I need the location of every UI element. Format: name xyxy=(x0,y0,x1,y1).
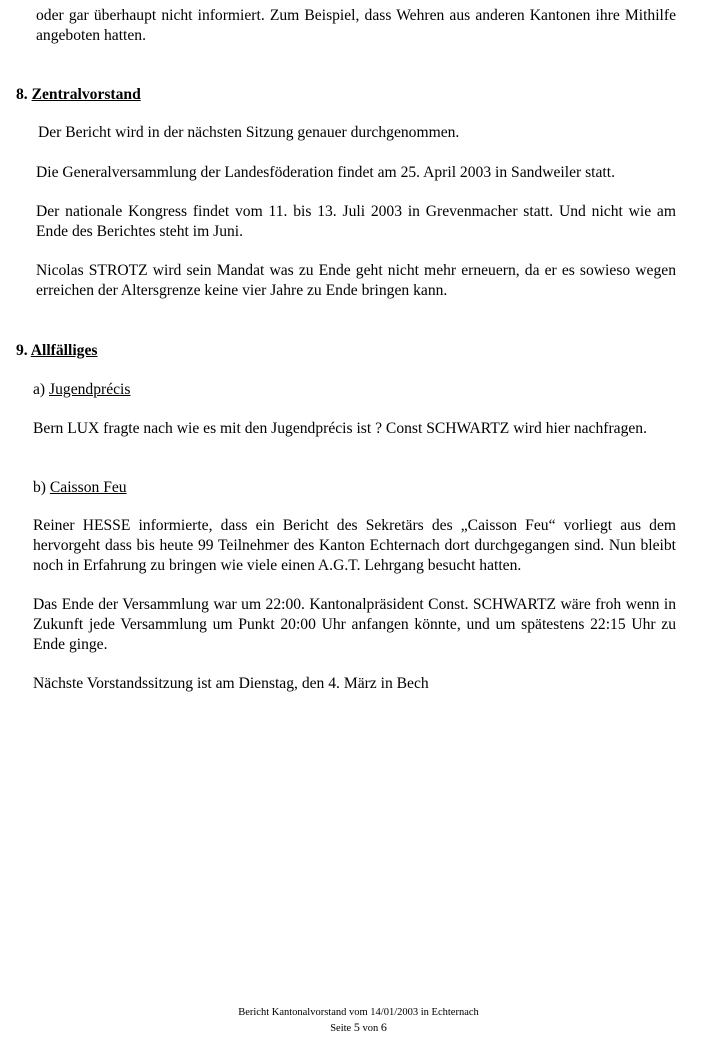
subsection-a-title: Jugendprécis xyxy=(49,381,131,398)
footer-report-title: Bericht Kantonalvorstand vom 14/01/2003 in Echternach xyxy=(238,1007,479,1018)
page-footer xyxy=(0,1006,717,1036)
continuation-paragraph: oder gar überhaupt nicht informiert. Zum Beispiel, dass Wehren aus anderen Kantonen ihre Mithilfe angeboten hatten. xyxy=(36,7,676,44)
subsection-b-paragraph-3: Nächste Vorstandssitzung ist am Dienstag, den 4. März in Bech xyxy=(33,675,429,692)
section-8-paragraph-1: Der Bericht wird in der nächsten Sitzung genauer durchgenommen. xyxy=(38,124,460,141)
section-9-title: Allfälliges xyxy=(30,342,98,359)
footer-page-number: 5 xyxy=(353,1020,360,1034)
subsection-a-prefix: a) xyxy=(33,381,46,398)
footer-of-label: von xyxy=(362,1023,379,1034)
section-8-title: Zentralvorstand xyxy=(31,86,141,103)
subsection-b-heading xyxy=(33,478,127,498)
section-8-heading xyxy=(16,85,141,105)
subsection-b-prefix: b) xyxy=(33,479,46,496)
footer-page-label: Seite xyxy=(330,1023,352,1034)
subsection-a-paragraph: Bern LUX fragte nach wie es mit den Jugendprécis ist ? Const SCHWARTZ wird hier nachfragen. xyxy=(33,420,647,437)
section-8-number: 8. xyxy=(16,86,28,103)
section-9-heading xyxy=(16,341,97,361)
footer-page-counter xyxy=(0,1020,717,1036)
subsection-b-title: Caisson Feu xyxy=(49,479,127,496)
section-8-paragraph-2: Die Generalversammlung der Landesföderation findet am 25. April 2003 in Sandweiler statt. xyxy=(36,164,615,181)
section-9-number: 9. xyxy=(16,342,28,359)
section-8-paragraph-4: Nicolas STROTZ wird sein Mandat was zu Ende geht nicht mehr erneuern, da er es sowieso wegen erreichen der Altersgrenze keine vier Jahre zu Ende bringen kann. xyxy=(36,262,676,299)
subsection-a-heading xyxy=(33,380,130,400)
section-8-paragraph-3: Der nationale Kongress findet vom 11. bis 13. Juli 2003 in Grevenmacher statt. Und nicht wie am Ende des Berichtes steht im Juni. xyxy=(36,203,676,240)
subsection-b-paragraph-2: Das Ende der Versammlung war um 22:00. Kantonalpräsident Const. SCHWARTZ wäre froh wenn in Zukunft jede Versammlung um Punkt 20:00 Uhr anfangen könnte, und um spätestens 22:15 Uhr zu Ende ginge. xyxy=(33,596,676,653)
subsection-b-paragraph-1: Reiner HESSE informierte, dass ein Bericht des Sekretärs des „Caisson Feu“ vorliegt aus dem hervorgeht dass bis heute 99 Teilnehmer des Kanton Echternach dort durchgegangen sind. Nun bleibt noch in Erfahrung zu bringen wie viele einen A.G.T. Lehrgang besucht hatten. xyxy=(33,517,676,574)
footer-total-pages: 6 xyxy=(380,1020,387,1034)
